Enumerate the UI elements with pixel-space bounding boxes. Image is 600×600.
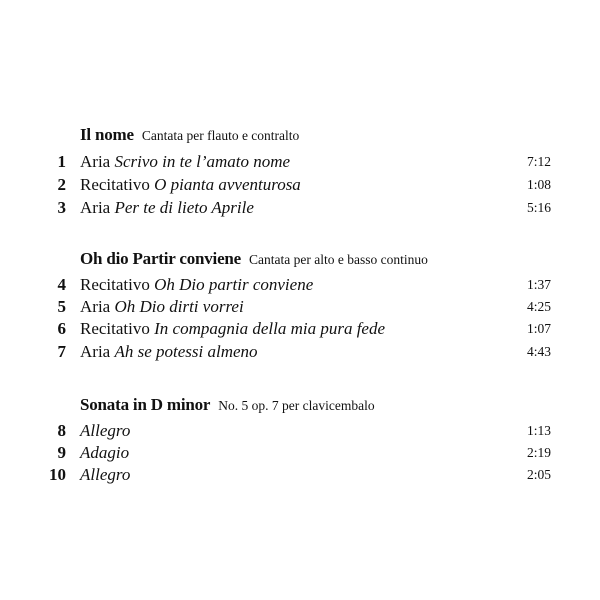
track-duration: 1:13 [526, 423, 551, 438]
track-duration: 2:19 [526, 445, 551, 460]
track-row [0, 275, 600, 297]
track-title [80, 198, 254, 218]
track-title [80, 175, 301, 195]
track-number: 6 [57, 319, 66, 338]
track-number: 8 [57, 421, 66, 440]
track-form: Aria [80, 342, 111, 361]
track-row [0, 443, 600, 465]
track-number: 4 [57, 275, 66, 294]
track-row [0, 421, 600, 443]
section-subtitle: Cantata per alto e basso continuo [249, 252, 428, 267]
track-title [80, 342, 258, 362]
track-duration: 1:37 [526, 277, 551, 292]
track-number: 7 [57, 342, 66, 361]
track-title [80, 319, 385, 339]
track-work: Oh Dio dirti vorrei [114, 297, 244, 316]
track-title [80, 465, 130, 485]
track-work: Allegro [80, 465, 131, 484]
track-title [80, 297, 244, 317]
track-row [0, 465, 600, 487]
section-header [80, 395, 375, 415]
track-title [80, 275, 313, 295]
track-form: Aria [80, 152, 111, 171]
track-row [0, 319, 600, 341]
track-work: Allegro [80, 421, 131, 440]
track-work: Ah se potessi almeno [114, 342, 258, 361]
track-duration: 4:43 [526, 344, 551, 359]
section-title: Oh dio Partir conviene [80, 249, 242, 268]
section-header [80, 249, 428, 269]
track-row [0, 152, 600, 174]
track-form: Recitativo [80, 175, 150, 194]
track-title [80, 152, 290, 172]
track-duration: 5:16 [526, 200, 551, 215]
track-form: Recitativo [80, 319, 150, 338]
track-title [80, 443, 129, 463]
track-duration: 1:08 [526, 177, 551, 192]
track-duration: 1:07 [526, 321, 551, 336]
section-title: Il nome [80, 125, 134, 144]
track-form: Recitativo [80, 275, 150, 294]
track-row [0, 175, 600, 197]
track-number: 1 [57, 152, 66, 171]
section-subtitle: No. 5 op. 7 per clavicembalo [218, 398, 375, 413]
track-form: Aria [80, 297, 111, 316]
track-number: 3 [57, 198, 66, 217]
track-number: 5 [57, 297, 66, 316]
track-work: Per te di lieto Aprile [114, 198, 254, 217]
track-work: O pianta avventurosa [154, 175, 301, 194]
track-work: In compagnia della mia pura fede [154, 319, 386, 338]
track-work: Adagio [80, 443, 130, 462]
track-number: 10 [49, 465, 66, 484]
track-work: Scrivo in te l’amato nome [114, 152, 291, 171]
section-header [80, 125, 299, 145]
track-duration: 4:25 [526, 299, 551, 314]
track-number: 2 [57, 175, 66, 194]
track-row [0, 198, 600, 220]
track-duration: 2:05 [526, 467, 551, 482]
track-form: Aria [80, 198, 111, 217]
track-duration: 7:12 [526, 154, 551, 169]
track-work: Oh Dio partir conviene [154, 275, 314, 294]
track-row [0, 297, 600, 319]
track-number: 9 [57, 443, 66, 462]
section-subtitle: Cantata per flauto e contralto [141, 128, 300, 143]
track-row [0, 342, 600, 364]
track-title [80, 421, 130, 441]
section-title: Sonata in D minor [80, 395, 211, 414]
